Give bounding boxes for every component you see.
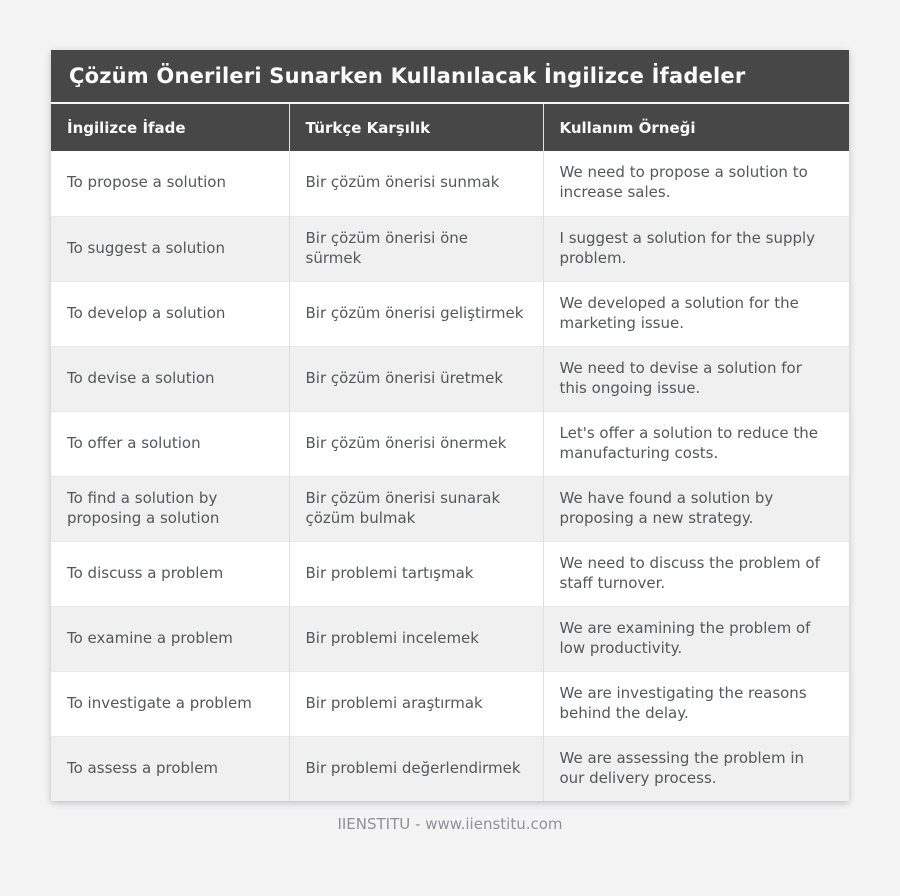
cell-turkish: Bir çözüm önerisi sunmak <box>289 151 543 216</box>
cell-example: We need to discuss the problem of staff turnover. <box>543 541 849 606</box>
cell-turkish: Bir çözüm önerisi önermek <box>289 411 543 476</box>
column-header-english: İngilizce İfade <box>51 104 289 151</box>
cell-example: We have found a solution by proposing a new strategy. <box>543 476 849 541</box>
table-row <box>51 541 849 606</box>
cell-example: We need to propose a solution to increase sales. <box>543 151 849 216</box>
cell-example: I suggest a solution for the supply problem. <box>543 216 849 281</box>
cell-turkish: Bir çözüm önerisi sunarak çözüm bulmak <box>289 476 543 541</box>
cell-english: To assess a problem <box>51 736 289 801</box>
cell-turkish: Bir çözüm önerisi öne sürmek <box>289 216 543 281</box>
table-row <box>51 606 849 671</box>
cell-example: We developed a solution for the marketing issue. <box>543 281 849 346</box>
cell-english: To discuss a problem <box>51 541 289 606</box>
phrase-table <box>51 104 849 801</box>
table-row <box>51 736 849 801</box>
cell-turkish: Bir problemi incelemek <box>289 606 543 671</box>
cell-english: To find a solution by proposing a solution <box>51 476 289 541</box>
table-row <box>51 476 849 541</box>
table-header-row <box>51 104 849 151</box>
cell-english: To devise a solution <box>51 346 289 411</box>
cell-example: We are investigating the reasons behind the delay. <box>543 671 849 736</box>
cell-english: To investigate a problem <box>51 671 289 736</box>
cell-example: Let's offer a solution to reduce the manufacturing costs. <box>543 411 849 476</box>
cell-english: To offer a solution <box>51 411 289 476</box>
column-header-example: Kullanım Örneği <box>543 104 849 151</box>
cell-turkish: Bir problemi tartışmak <box>289 541 543 606</box>
cell-example: We are examining the problem of low productivity. <box>543 606 849 671</box>
cell-turkish: Bir çözüm önerisi üretmek <box>289 346 543 411</box>
cell-english: To develop a solution <box>51 281 289 346</box>
column-header-turkish: Türkçe Karşılık <box>289 104 543 151</box>
cell-english: To suggest a solution <box>51 216 289 281</box>
cell-turkish: Bir problemi değerlendirmek <box>289 736 543 801</box>
cell-english: To examine a problem <box>51 606 289 671</box>
page-title: Çözüm Önerileri Sunarken Kullanılacak İngilizce İfadeler <box>51 50 849 104</box>
cell-turkish: Bir çözüm önerisi geliştirmek <box>289 281 543 346</box>
cell-example: We are assessing the problem in our delivery process. <box>543 736 849 801</box>
table-row <box>51 281 849 346</box>
cell-english: To propose a solution <box>51 151 289 216</box>
phrase-table-card <box>51 50 849 801</box>
table-row <box>51 671 849 736</box>
cell-example: We need to devise a solution for this ongoing issue. <box>543 346 849 411</box>
table-row <box>51 151 849 216</box>
table-row <box>51 411 849 476</box>
table-row <box>51 346 849 411</box>
footer-credit: IIENSTITU - www.iienstitu.com <box>337 815 563 833</box>
table-row <box>51 216 849 281</box>
cell-turkish: Bir problemi araştırmak <box>289 671 543 736</box>
